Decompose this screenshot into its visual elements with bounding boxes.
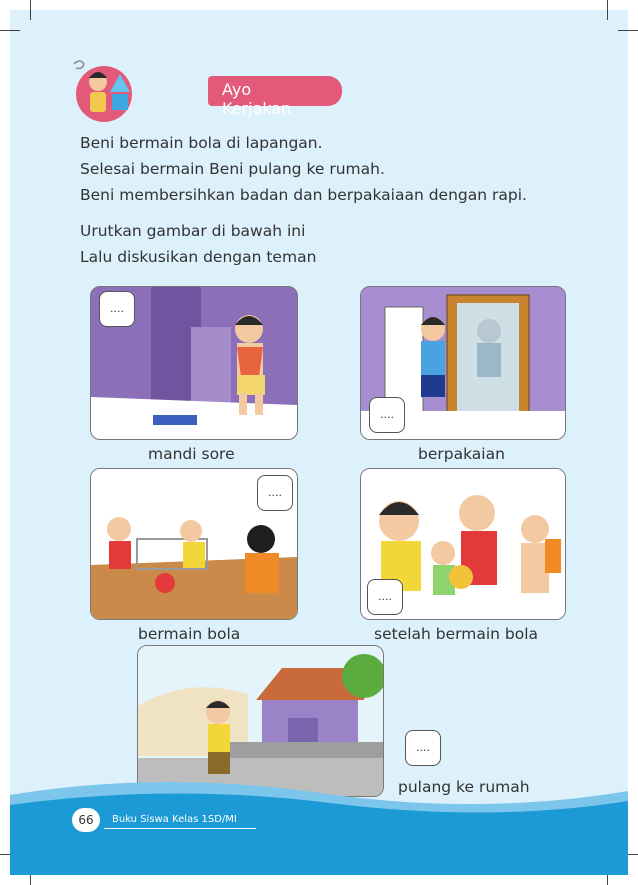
house-illustration [138, 646, 383, 796]
caption-dressing: berpakaian [418, 445, 505, 463]
instruction-line: Urutkan gambar di bawah ini [80, 222, 306, 240]
footer-wave [0, 775, 638, 885]
caption-going-home: pulang ke rumah [398, 778, 530, 796]
intro-line: Beni bermain bola di lapangan. [80, 134, 323, 152]
footer-divider [104, 828, 256, 829]
intro-line: Beni membersihkan badan dan berpakaiaan dengan rapi. [80, 186, 527, 204]
order-number-box[interactable]: .... [369, 397, 405, 433]
instruction-line: Lalu diskusikan dengan teman [80, 248, 317, 266]
picture-after-playing [360, 468, 566, 620]
order-number-box[interactable]: .... [405, 730, 441, 766]
intro-text [80, 130, 527, 208]
crop-mark [618, 30, 638, 31]
page-number: 66 [72, 808, 100, 832]
order-number-box[interactable]: .... [99, 291, 135, 327]
crop-mark [607, 0, 608, 20]
caption-after-playing: setelah bermain bola [374, 625, 539, 643]
picture-playing-ball [90, 468, 298, 620]
instruction-text [80, 218, 316, 270]
picture-dressing [360, 286, 566, 440]
activity-badge [70, 58, 292, 124]
order-number-box[interactable]: .... [367, 579, 403, 615]
crop-mark [30, 0, 31, 20]
intro-line: Selesai bermain Beni pulang ke rumah. [80, 160, 385, 178]
crop-mark [0, 30, 20, 31]
badge-label: Ayo Kerjakan [222, 80, 292, 118]
book-title: Buku Siswa Kelas 1SD/MI [112, 814, 237, 825]
caption-playing-ball: bermain bola [138, 625, 241, 643]
order-number-box[interactable]: .... [257, 475, 293, 511]
caption-bathing: mandi sore [148, 445, 235, 463]
boy-with-blocks-icon [70, 58, 210, 124]
picture-bathing [90, 286, 298, 440]
